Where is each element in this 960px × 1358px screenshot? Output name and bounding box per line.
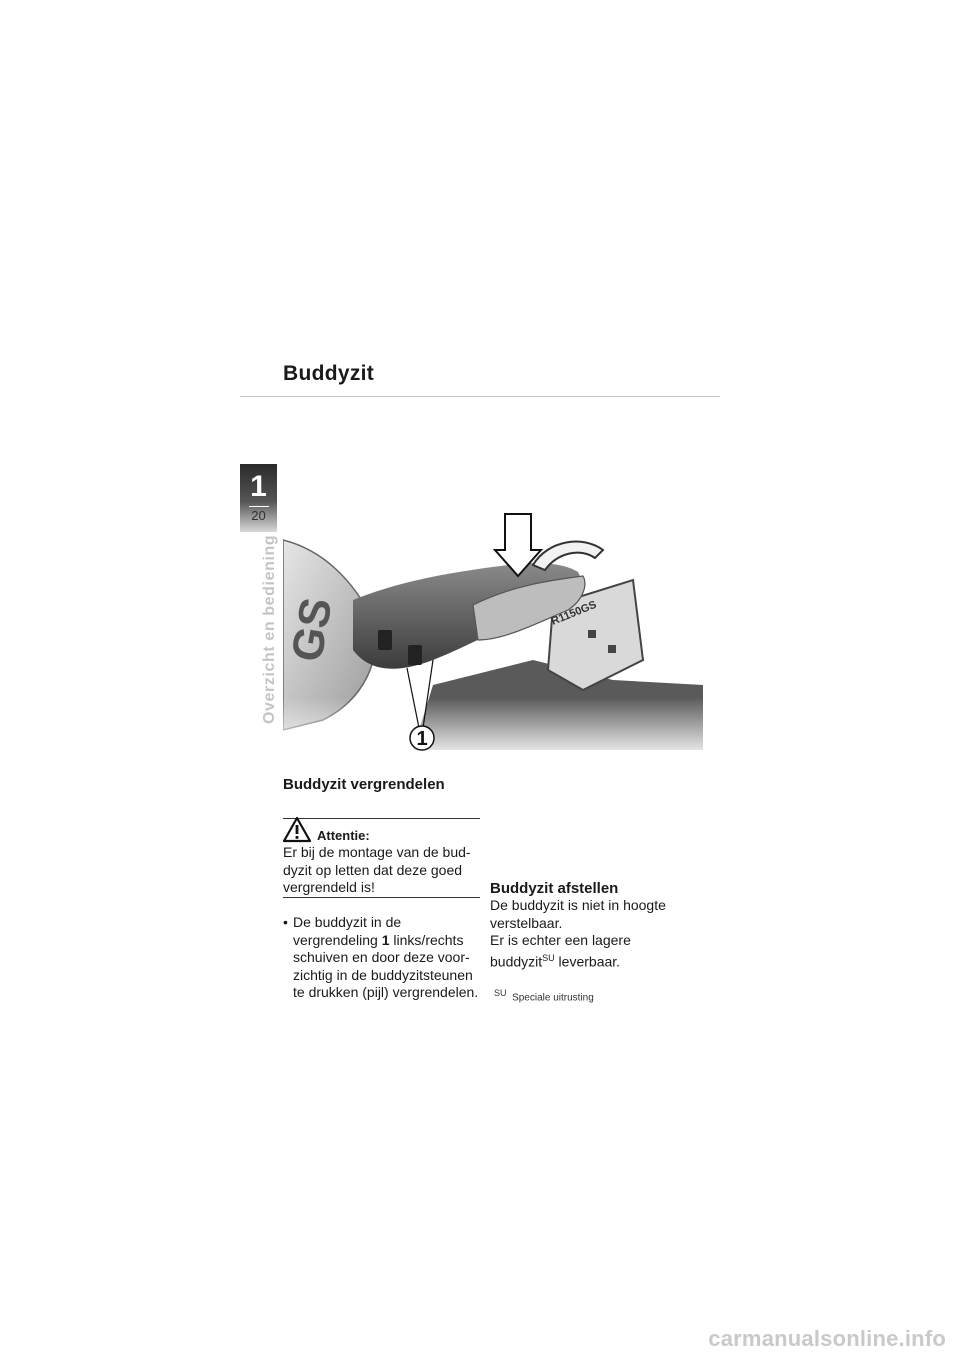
callout-number: 1 <box>416 728 428 750</box>
attention-title: Attentie: <box>317 828 370 843</box>
adjust-line-2-end: leverbaar. <box>554 953 621 970</box>
watermark: carmanualsonline.info <box>708 1326 946 1351</box>
buddy-seat-illustration <box>283 510 703 760</box>
attention-top-rule <box>283 818 480 819</box>
page-number: 20 <box>251 508 266 523</box>
step-text-start: De buddyzit in de vergrendeling <box>293 914 402 948</box>
attention-text: Er bij de montage van de bud-dyzit op letten dat deze goed vergrendeld is! <box>283 844 471 895</box>
step-text <box>293 914 483 1002</box>
section-label: Overzicht en bediening <box>261 534 278 724</box>
page-title: Buddyzit <box>283 362 375 385</box>
step-ref: 1 <box>381 931 390 948</box>
bullet-mark: • <box>283 914 288 930</box>
chapter-divider <box>249 506 269 507</box>
step-list <box>283 914 483 1002</box>
adjust-line-1: De buddyzit is niet in hoogte verstelbaar. <box>490 897 666 931</box>
warning-icon <box>282 816 312 843</box>
adjust-line-2-start: Er is echter een lagere buddyzit <box>490 932 631 970</box>
chapter-tab <box>240 464 277 532</box>
list-item <box>283 914 483 1002</box>
title-divider <box>240 396 720 397</box>
footnote-marker: SU <box>494 988 507 998</box>
adjust-line-2 <box>490 932 690 971</box>
attention-bottom-rule <box>283 897 480 898</box>
footnote-text: Speciale uitrusting <box>512 992 594 1004</box>
lock-heading: Buddyzit vergrendelen <box>283 776 445 793</box>
footnote <box>494 988 594 1003</box>
chapter-number: 1 <box>250 470 267 503</box>
adjust-text <box>490 897 690 971</box>
adjust-heading: Buddyzit afstellen <box>490 880 619 897</box>
special-equipment-marker: SU <box>542 952 555 963</box>
step-text-end: links/rechts schuiven en door deze voor-zichtig in de buddyzitsteunen te drukken (pijl) vergrendelen. <box>293 931 479 1000</box>
